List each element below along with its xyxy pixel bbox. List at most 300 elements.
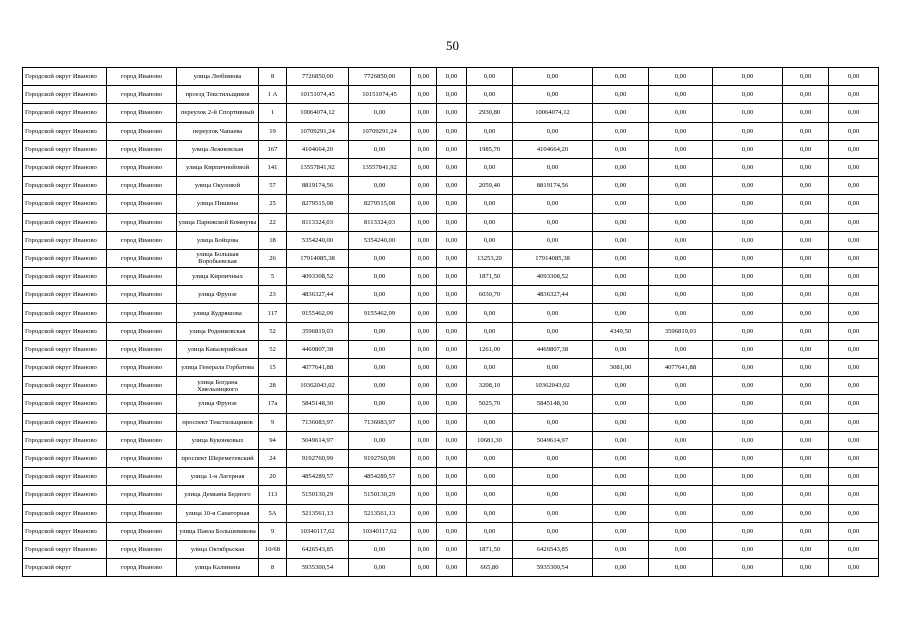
table-cell: 15 <box>259 359 287 377</box>
table-cell: 0,00 <box>467 158 513 176</box>
table-cell: 0,00 <box>713 177 783 195</box>
table-cell: улица Куконковых <box>177 431 259 449</box>
table-cell: 0,00 <box>713 359 783 377</box>
table-cell: переулок Чапаева <box>177 122 259 140</box>
table-cell: 10362043,02 <box>513 377 593 395</box>
table-cell: город Иваново <box>107 395 177 413</box>
table-cell: 6426543,85 <box>287 540 349 558</box>
table-row <box>23 68 879 86</box>
table-cell: город Иваново <box>107 504 177 522</box>
table-cell: 0,00 <box>829 468 879 486</box>
table-cell: город Иваново <box>107 340 177 358</box>
table-cell: 0,00 <box>829 340 879 358</box>
table-cell: 0,00 <box>783 359 829 377</box>
table-cell: 0,00 <box>649 268 713 286</box>
table-cell: 52 <box>259 322 287 340</box>
table-cell: 10151074,45 <box>349 86 411 104</box>
table-cell: город Иваново <box>107 540 177 558</box>
table-cell: 0,00 <box>411 486 437 504</box>
table-cell: 0,00 <box>593 249 649 267</box>
table-cell: 0,00 <box>467 86 513 104</box>
table-cell: 5025,70 <box>467 395 513 413</box>
table-cell: 7136083,97 <box>287 413 349 431</box>
table-cell: 0,00 <box>411 249 437 267</box>
table-cell: 0,00 <box>513 449 593 467</box>
table-cell: улица Бойцова <box>177 231 259 249</box>
table-cell: 0,00 <box>467 486 513 504</box>
table-row <box>23 86 879 104</box>
table-cell: 0,00 <box>593 486 649 504</box>
table-cell: проезд Текстильщиков <box>177 86 259 104</box>
table-cell: 0,00 <box>411 140 437 158</box>
table-cell: 0,00 <box>783 249 829 267</box>
table-cell: Городской округ Иваново <box>23 86 107 104</box>
table-cell: 0,00 <box>437 431 467 449</box>
table-cell: 4836327,44 <box>513 286 593 304</box>
table-cell: улица Большая Воробьевская <box>177 249 259 267</box>
table-cell: 0,00 <box>437 504 467 522</box>
table-cell: 0,00 <box>411 304 437 322</box>
table-cell: 4469807,38 <box>287 340 349 358</box>
table-cell: 0,00 <box>593 158 649 176</box>
table-cell: 4854289,57 <box>287 468 349 486</box>
table-cell: 1 А <box>259 86 287 104</box>
table-cell: 0,00 <box>713 268 783 286</box>
table-cell: 0,00 <box>593 122 649 140</box>
table-cell: 0,00 <box>437 249 467 267</box>
table-row <box>23 395 879 413</box>
table-cell: 0,00 <box>513 158 593 176</box>
table-cell: 20 <box>259 468 287 486</box>
table-cell: 7136083,97 <box>349 413 411 431</box>
table-cell: Городской округ <box>23 559 107 577</box>
page-number: 50 <box>446 38 459 53</box>
table-row <box>23 413 879 431</box>
table-cell: 0,00 <box>411 377 437 395</box>
table-cell: 0,00 <box>649 449 713 467</box>
table-cell: 5049614,97 <box>287 431 349 449</box>
table-cell: улица Октябрьская <box>177 540 259 558</box>
table-cell: 0,00 <box>411 522 437 540</box>
table-cell: 0,00 <box>513 486 593 504</box>
table-cell: город Иваново <box>107 431 177 449</box>
table-cell: 0,00 <box>649 413 713 431</box>
table-cell: город Иваново <box>107 104 177 122</box>
table-cell: город Иваново <box>107 468 177 486</box>
table-cell: 0,00 <box>783 431 829 449</box>
table-cell: 9192760,99 <box>349 449 411 467</box>
table-cell: 0,00 <box>783 286 829 304</box>
table-cell: 0,00 <box>649 86 713 104</box>
table-cell: 0,00 <box>513 468 593 486</box>
table-cell: 0,00 <box>713 486 783 504</box>
table-cell: 0,00 <box>783 468 829 486</box>
table-cell: 25 <box>259 195 287 213</box>
table-cell: 0,00 <box>713 559 783 577</box>
table-cell: город Иваново <box>107 122 177 140</box>
table-cell: 0,00 <box>349 340 411 358</box>
table-cell: 0,00 <box>713 213 783 231</box>
table-cell: 10064074,12 <box>287 104 349 122</box>
table-cell: 0,00 <box>783 140 829 158</box>
table-cell: Городской округ Иваново <box>23 158 107 176</box>
table-cell: 5845148,30 <box>513 395 593 413</box>
table-cell: 8819174,56 <box>287 177 349 195</box>
table-cell: 0,00 <box>437 86 467 104</box>
table-cell: 0,00 <box>513 522 593 540</box>
table-row <box>23 340 879 358</box>
table-cell: 5049614,97 <box>513 431 593 449</box>
table-cell: 0,00 <box>411 195 437 213</box>
table-cell: город Иваново <box>107 158 177 176</box>
table-cell: улица Любимова <box>177 68 259 86</box>
table-cell: 0,00 <box>713 377 783 395</box>
table-cell: 0,00 <box>437 468 467 486</box>
table-row <box>23 140 879 158</box>
table-cell: 18 <box>259 231 287 249</box>
table-cell: 4077641,88 <box>649 359 713 377</box>
table-cell: 0,00 <box>713 413 783 431</box>
table-cell: 0,00 <box>593 177 649 195</box>
table-cell: 0,00 <box>437 286 467 304</box>
table-cell: Городской округ Иваново <box>23 177 107 195</box>
table-cell: 13253,20 <box>467 249 513 267</box>
table-cell: 8279515,08 <box>349 195 411 213</box>
table-cell: 17а <box>259 395 287 413</box>
table-cell: 0,00 <box>437 395 467 413</box>
table-cell: 10151074,45 <box>287 86 349 104</box>
table-cell: 0,00 <box>649 522 713 540</box>
table-row <box>23 268 879 286</box>
table-cell: 9155462,09 <box>349 304 411 322</box>
table-cell: 0,00 <box>513 413 593 431</box>
table-cell: 4836327,44 <box>287 286 349 304</box>
table-cell: Городской округ Иваново <box>23 540 107 558</box>
table-cell: 10681,30 <box>467 431 513 449</box>
table-cell: 9 <box>259 522 287 540</box>
table-cell: город Иваново <box>107 177 177 195</box>
table-cell: 0,00 <box>713 304 783 322</box>
table-cell: 8113324,03 <box>349 213 411 231</box>
table-cell: 0,00 <box>349 395 411 413</box>
table-cell: 0,00 <box>593 104 649 122</box>
table-cell: 0,00 <box>783 322 829 340</box>
table-cell: улица Калинина <box>177 559 259 577</box>
table-cell: 0,00 <box>829 322 879 340</box>
table-cell: Городской округ Иваново <box>23 268 107 286</box>
table-cell: 0,00 <box>437 377 467 395</box>
table-cell: 4349,50 <box>593 322 649 340</box>
table-cell: 13557841,92 <box>287 158 349 176</box>
table-cell: 0,00 <box>437 322 467 340</box>
table-cell: 2059,40 <box>467 177 513 195</box>
table-cell: 0,00 <box>411 540 437 558</box>
table-cell: 0,00 <box>783 395 829 413</box>
table-cell: 0,00 <box>349 177 411 195</box>
table-cell: 0,00 <box>713 322 783 340</box>
table-cell: 0,00 <box>829 413 879 431</box>
table-cell: 9192760,99 <box>287 449 349 467</box>
table-cell: 7726850,00 <box>287 68 349 86</box>
table-cell: город Иваново <box>107 522 177 540</box>
table-cell: Городской округ Иваново <box>23 122 107 140</box>
table-cell: 0,00 <box>829 68 879 86</box>
table-cell: Городской округ Иваново <box>23 431 107 449</box>
table-cell: 0,00 <box>437 104 467 122</box>
table-cell: 0,00 <box>411 431 437 449</box>
table-cell: 0,00 <box>437 540 467 558</box>
table-cell: 0,00 <box>349 249 411 267</box>
table-cell: 0,00 <box>783 195 829 213</box>
table-cell: 0,00 <box>349 359 411 377</box>
table-cell: 0,00 <box>713 68 783 86</box>
table-cell: улица Генерала Горбатова <box>177 359 259 377</box>
table-cell: улица Окуловой <box>177 177 259 195</box>
table-cell: город Иваново <box>107 449 177 467</box>
table-cell: 0,00 <box>593 540 649 558</box>
table-cell: 0,00 <box>467 504 513 522</box>
table-cell: 10/68 <box>259 540 287 558</box>
table-cell: 0,00 <box>467 122 513 140</box>
table-cell: 1 <box>259 104 287 122</box>
table-cell: 0,00 <box>649 104 713 122</box>
table-cell: 0,00 <box>411 68 437 86</box>
table-cell: Городской округ Иваново <box>23 249 107 267</box>
table-cell: 4104664,20 <box>513 140 593 158</box>
table-cell: 0,00 <box>783 86 829 104</box>
table-cell: 0,00 <box>829 86 879 104</box>
table-cell: 0,00 <box>349 104 411 122</box>
table-cell: Городской округ Иваново <box>23 304 107 322</box>
table-cell: 0,00 <box>829 395 879 413</box>
table-cell: 0,00 <box>437 231 467 249</box>
table-cell: 4469807,38 <box>513 340 593 358</box>
table-cell: 2930,80 <box>467 104 513 122</box>
table-cell: 0,00 <box>593 395 649 413</box>
table-cell: 0,00 <box>649 559 713 577</box>
table-cell: 0,00 <box>467 449 513 467</box>
table-cell: 10340117,62 <box>287 522 349 540</box>
table-cell: 0,00 <box>649 140 713 158</box>
table-cell: 665,80 <box>467 559 513 577</box>
table-cell: 0,00 <box>713 86 783 104</box>
table-cell: город Иваново <box>107 413 177 431</box>
table-cell: 0,00 <box>829 122 879 140</box>
table-cell: 0,00 <box>467 68 513 86</box>
table-cell: 5845148,30 <box>287 395 349 413</box>
table-row <box>23 304 879 322</box>
table-cell: город Иваново <box>107 377 177 395</box>
table-cell: Городской округ Иваново <box>23 504 107 522</box>
table-cell: 5354240,00 <box>287 231 349 249</box>
table-cell: 10362043,02 <box>287 377 349 395</box>
table-body <box>23 68 879 577</box>
table-cell: 0,00 <box>593 449 649 467</box>
table-cell: 0,00 <box>411 559 437 577</box>
table-cell: 0,00 <box>437 177 467 195</box>
table-cell: 0,00 <box>411 86 437 104</box>
table-cell: 5150130,29 <box>349 486 411 504</box>
table-cell: 0,00 <box>437 559 467 577</box>
table-cell: 17914085,38 <box>513 249 593 267</box>
table-cell: 0,00 <box>829 249 879 267</box>
table-cell: 0,00 <box>829 504 879 522</box>
table-cell: 0,00 <box>649 340 713 358</box>
table-cell: Городской округ Иваново <box>23 286 107 304</box>
table-cell: 3596819,03 <box>649 322 713 340</box>
table-row <box>23 213 879 231</box>
table-cell: улица Родниковская <box>177 322 259 340</box>
table-cell: 1871,50 <box>467 540 513 558</box>
table-cell: 0,00 <box>513 359 593 377</box>
table-cell: 9155462,09 <box>287 304 349 322</box>
table-cell: переулок 2-й Спортивный <box>177 104 259 122</box>
table-cell: город Иваново <box>107 213 177 231</box>
table-cell: 9 <box>259 413 287 431</box>
table-cell: 10709291,24 <box>287 122 349 140</box>
table-cell: 0,00 <box>649 431 713 449</box>
table-cell: 0,00 <box>411 322 437 340</box>
table-cell: проспект Шереметевский <box>177 449 259 467</box>
table-cell: 0,00 <box>349 540 411 558</box>
table-cell: город Иваново <box>107 304 177 322</box>
table-row <box>23 431 879 449</box>
table-cell: Городской округ Иваново <box>23 231 107 249</box>
table-cell: 0,00 <box>713 104 783 122</box>
table-cell: 0,00 <box>349 268 411 286</box>
table-cell: город Иваново <box>107 359 177 377</box>
table-cell: 8113324,03 <box>287 213 349 231</box>
table-row <box>23 322 879 340</box>
table-cell: 0,00 <box>513 122 593 140</box>
table-cell: 0,00 <box>649 286 713 304</box>
table-cell: улица Кирпичнойовой <box>177 158 259 176</box>
table-cell: улица Парижской Коммуны <box>177 213 259 231</box>
table-cell: 0,00 <box>783 104 829 122</box>
table-cell: улица Фрунзе <box>177 395 259 413</box>
table-cell: 0,00 <box>649 177 713 195</box>
table-cell: 0,00 <box>829 213 879 231</box>
table-cell: Городской округ Иваново <box>23 68 107 86</box>
table-cell: 0,00 <box>349 559 411 577</box>
table-cell: 0,00 <box>829 449 879 467</box>
table-cell: 0,00 <box>437 304 467 322</box>
table-cell: 0,00 <box>829 177 879 195</box>
table-cell: город Иваново <box>107 268 177 286</box>
table-cell: 0,00 <box>593 140 649 158</box>
table-cell: 0,00 <box>829 104 879 122</box>
table-cell: 0,00 <box>713 431 783 449</box>
table-cell: 94 <box>259 431 287 449</box>
table-cell: город Иваново <box>107 249 177 267</box>
table-cell: 0,00 <box>513 304 593 322</box>
table-cell: 0,00 <box>513 231 593 249</box>
table-cell: 3596819,03 <box>287 322 349 340</box>
table-cell: 0,00 <box>783 122 829 140</box>
table-cell: 26 <box>259 249 287 267</box>
table-cell: 0,00 <box>713 468 783 486</box>
table-cell: Городской округ Иваново <box>23 213 107 231</box>
table-cell: 0,00 <box>467 304 513 322</box>
table-cell: улица Демьяна Бедного <box>177 486 259 504</box>
table-cell: 6030,70 <box>467 286 513 304</box>
table-row <box>23 158 879 176</box>
table-cell: 0,00 <box>783 268 829 286</box>
table-row <box>23 359 879 377</box>
table-row <box>23 231 879 249</box>
table-cell: 1871,50 <box>467 268 513 286</box>
table-cell: 0,00 <box>513 504 593 522</box>
table-cell: 22 <box>259 213 287 231</box>
table-cell: 0,00 <box>713 449 783 467</box>
table-cell: 4104664,20 <box>287 140 349 158</box>
table-cell: город Иваново <box>107 559 177 577</box>
table-cell: 0,00 <box>593 504 649 522</box>
table-cell: 1261,00 <box>467 340 513 358</box>
table-cell: 0,00 <box>713 340 783 358</box>
table-cell: 5150130,29 <box>287 486 349 504</box>
table-cell: 0,00 <box>713 395 783 413</box>
table-cell: 0,00 <box>467 413 513 431</box>
table-cell: 0,00 <box>437 413 467 431</box>
table-cell: 0,00 <box>411 468 437 486</box>
table-cell: 0,00 <box>467 213 513 231</box>
table-cell: 0,00 <box>783 486 829 504</box>
table-cell: 0,00 <box>649 158 713 176</box>
registry-table <box>22 67 879 577</box>
table-cell: 0,00 <box>829 522 879 540</box>
table-cell: 0,00 <box>783 177 829 195</box>
table-cell: 0,00 <box>349 377 411 395</box>
table-cell: 5А <box>259 504 287 522</box>
table-cell: город Иваново <box>107 86 177 104</box>
table-cell: 0,00 <box>411 504 437 522</box>
table-cell: 0,00 <box>437 359 467 377</box>
table-row <box>23 504 879 522</box>
table-cell: Городской округ Иваново <box>23 449 107 467</box>
table-cell: 0,00 <box>829 486 879 504</box>
table-cell: улица Кавалерийская <box>177 340 259 358</box>
table-cell: 1985,70 <box>467 140 513 158</box>
table-row <box>23 559 879 577</box>
table-row <box>23 377 879 395</box>
table-cell: город Иваново <box>107 140 177 158</box>
table-cell: проспект Текстильщиков <box>177 413 259 431</box>
table-cell: 0,00 <box>713 158 783 176</box>
table-cell: улица Пишина <box>177 195 259 213</box>
table-cell: Городской округ Иваново <box>23 140 107 158</box>
table-cell: 0,00 <box>593 195 649 213</box>
table-cell: 0,00 <box>467 522 513 540</box>
table-cell: 0,00 <box>349 140 411 158</box>
table-cell: 17914085,38 <box>287 249 349 267</box>
table-cell: 0,00 <box>713 540 783 558</box>
table-cell: 0,00 <box>411 158 437 176</box>
table-cell: 0,00 <box>411 268 437 286</box>
table-cell: 0,00 <box>829 359 879 377</box>
table-cell: город Иваново <box>107 322 177 340</box>
table-cell: 0,00 <box>349 431 411 449</box>
table-cell: 0,00 <box>593 340 649 358</box>
table-cell: 0,00 <box>593 213 649 231</box>
table-cell: улица Лежневская <box>177 140 259 158</box>
table-cell: 19 <box>259 122 287 140</box>
table-cell: 0,00 <box>437 122 467 140</box>
table-cell: 0,00 <box>349 322 411 340</box>
table-cell: 0,00 <box>829 268 879 286</box>
table-cell: 7726850,00 <box>349 68 411 86</box>
table-cell: 0,00 <box>593 231 649 249</box>
